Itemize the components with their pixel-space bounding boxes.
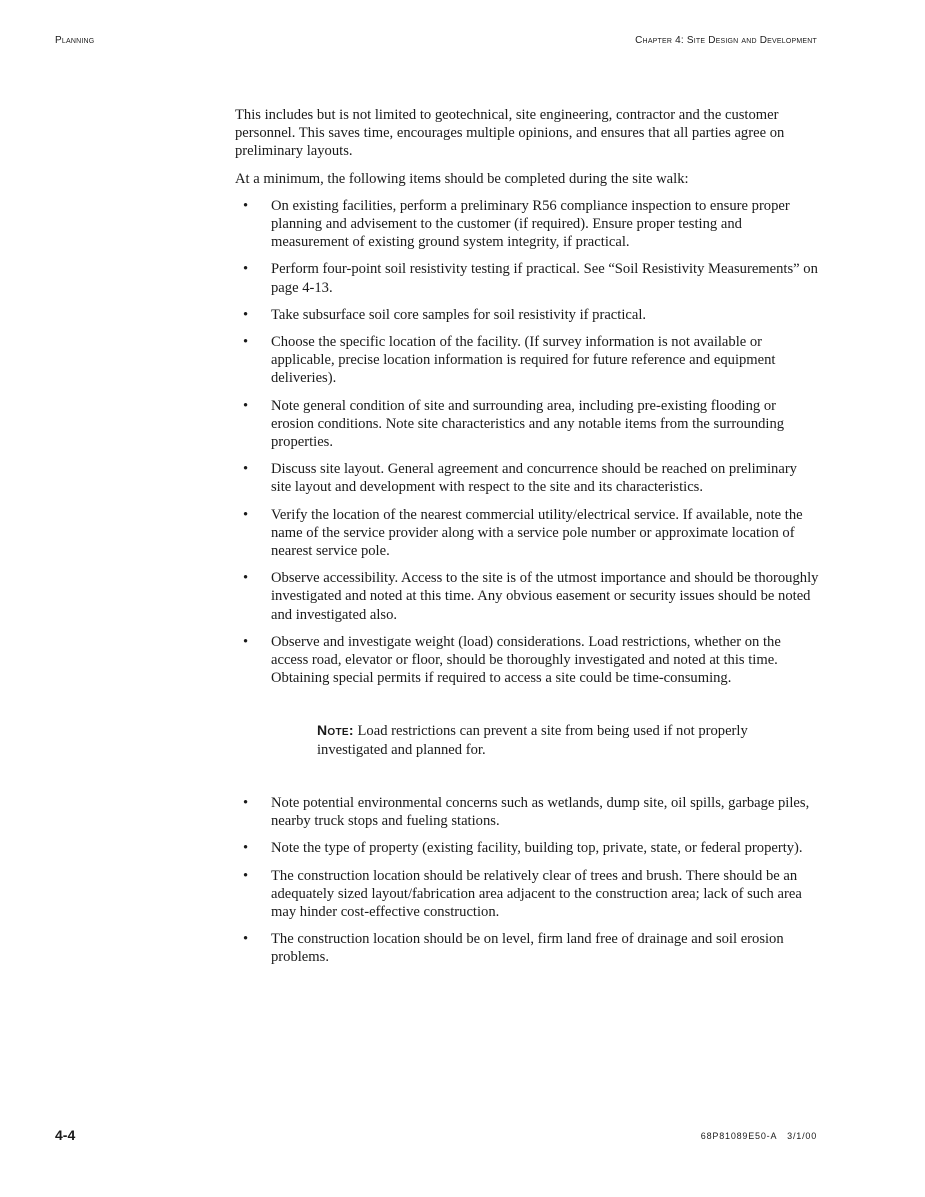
note-label: Note: (317, 722, 354, 739)
list-item-text: Choose the specific location of the facility. (If survey information is not available or applicable, precise location information is required for future reference and equipment deliveries). (271, 334, 776, 387)
bullet-icon: • (243, 197, 249, 214)
lead-paragraph: At a minimum, the following items should be completed during the site walk: (235, 170, 689, 187)
bullet-icon: • (243, 867, 249, 884)
list-item (235, 397, 820, 452)
list-item (235, 569, 820, 624)
list-item-text: The construction location should be relatively clear of trees and brush. There should be an adequately sized layout/fabrication area adjacent to the construction area; lack of such area may hinder cost-effective construction. (271, 867, 802, 920)
list-item (235, 633, 820, 688)
list-item (235, 306, 820, 324)
list-item-text: Note potential environmental concerns such as wetlands, dump site, oil spills, garbage piles, nearby truck stops and fueling stations. (271, 794, 810, 830)
site-walk-list (235, 197, 820, 688)
bullet-icon: • (243, 306, 249, 323)
bullet-icon: • (243, 794, 249, 811)
note-callout (317, 721, 820, 758)
list-item-text: Observe and investigate weight (load) considerations. Load restrictions, whether on the access road, elevator or floor, should be thoroughly investigated and noted at this time. Obtaining special permits if required to access a site could be time-consuming. (271, 633, 781, 687)
list-item (235, 867, 820, 922)
bullet-icon: • (243, 931, 249, 948)
document-id-footer (701, 1131, 817, 1141)
list-item-text: Perform four-point soil resistivity testing if practical. See “Soil Resistivity Measurements” on page 4-13. (271, 261, 818, 296)
page-number: 4-4 (55, 1127, 76, 1143)
site-walk-list-continued (235, 794, 820, 967)
note-text: Load restrictions can prevent a site from being used if not properly investigated and planned for. (317, 723, 748, 758)
bullet-icon: • (243, 461, 249, 478)
bullet-icon: • (243, 334, 249, 351)
bullet-icon: • (243, 397, 249, 414)
list-item (235, 506, 820, 561)
list-item-text: Verify the location of the nearest commercial utility/electrical service. If available, note the name of the service provider along with a service pole number or approximate location of nearest service pole. (271, 506, 803, 560)
list-item-text: Observe accessibility. Access to the site is of the utmost importance and should be thoroughly investigated and noted at this time. Any obvious easement or security issues should be noted and investigated also. (271, 570, 819, 623)
list-item (235, 460, 820, 496)
intro-paragraph: This includes but is not limited to geotechnical, site engineering, contractor and the customer personnel. This saves time, encourages multiple opinions, and ensures that all parties agree on preliminary layouts. (235, 107, 785, 160)
list-item (235, 260, 820, 296)
page-body (235, 106, 820, 976)
list-item-text: Take subsurface soil core samples for soil resistivity if practical. (271, 306, 647, 323)
list-item (235, 197, 820, 252)
list-item-text: Note the type of property (existing facility, building top, private, state, or federal property). (271, 840, 803, 857)
bullet-icon: • (243, 570, 249, 587)
list-item (235, 333, 820, 388)
list-item (235, 794, 820, 830)
bullet-icon: • (243, 633, 249, 650)
list-item-text: The construction location should be on level, firm land free of drainage and soil erosion problems. (271, 931, 784, 966)
list-item (235, 839, 820, 857)
bullet-icon: • (243, 506, 249, 523)
list-item (235, 930, 820, 966)
running-header-chapter: Chapter 4: Site Design and Development (635, 35, 817, 46)
document-date: 3/1/00 (787, 1131, 817, 1141)
bullet-icon: • (243, 261, 249, 278)
list-item-text: Note general condition of site and surrounding area, including pre-existing flooding or erosion conditions. Note site characteristics and any notable items from the surrounding properties. (271, 397, 785, 451)
bullet-icon: • (243, 840, 249, 857)
list-item-text: On existing facilities, perform a preliminary R56 compliance inspection to ensure proper planning and advisement to the customer (if required). Ensure proper testing and measurement of existing ground system integrity, if practical. (271, 197, 790, 251)
document-id: 68P81089E50-A (700, 1131, 778, 1141)
running-header-section: Planning (55, 35, 95, 46)
list-item-text: Discuss site layout. General agreement and concurrence should be reached on preliminary site layout and development with respect to the site and its characteristics. (271, 461, 797, 496)
